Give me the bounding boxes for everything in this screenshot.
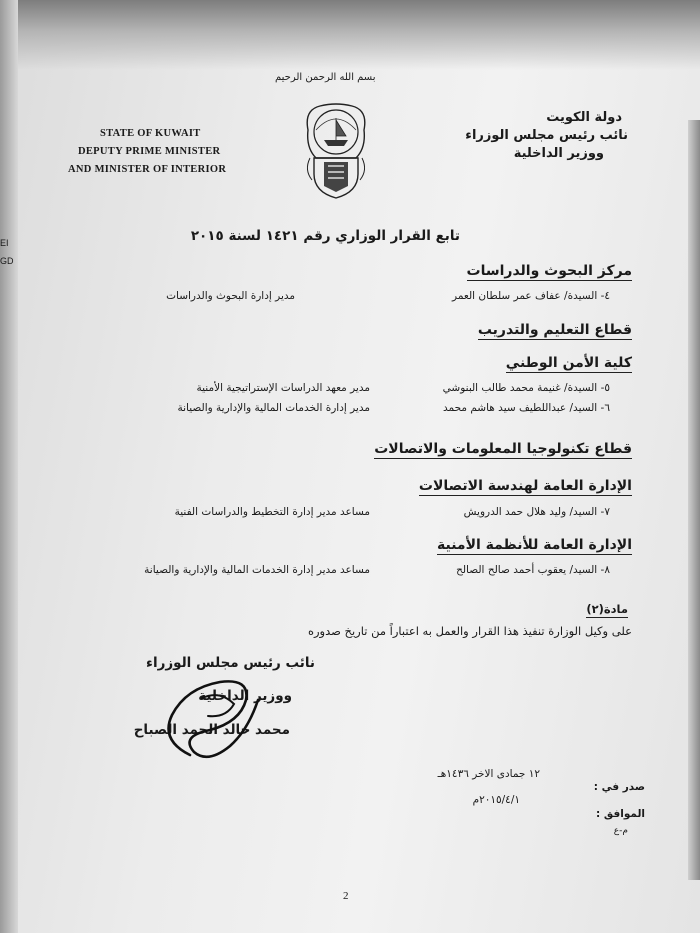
signature-line-3: محمد خالد الحمد الصباح [133, 722, 290, 738]
hijri-date: ١٢ جمادى الاخر ١٤٣٦هـ [437, 768, 540, 780]
en-header-line-2: DEPUTY PRIME MINISTER [78, 146, 221, 157]
en-header-line-1: STATE OF KUWAIT [100, 128, 201, 139]
entry-position: مساعد مدير إدارة الخدمات المالية والإدارية والصيانة [144, 564, 370, 576]
entry-name: ٥- السيدة/ غنيمة محمد طالب البنوشي [442, 382, 610, 394]
article-heading: مادة(٢) [586, 602, 628, 616]
page-shadow [0, 0, 700, 70]
entry-position: مساعد مدير إدارة التخطيط والدراسات الفنية [174, 506, 370, 518]
section-research-center: مركز البحوث والدراسات [466, 263, 632, 279]
article-text: على وكيل الوزارة تنفيذ هذا القرار والعمل به اعتباراً من تاريخ صدوره [307, 624, 632, 638]
section-national-security-academy: كلية الأمن الوطني [505, 355, 632, 371]
signature-line-2: ووزير الداخلية [198, 688, 292, 704]
margin-fragment: GD [0, 256, 14, 266]
ar-header-line-1: دولة الكويت [546, 110, 622, 125]
entry-position: مدير إدارة البحوث والدراسات [166, 290, 295, 302]
page-number: 2 [343, 890, 349, 902]
corresponding-label: الموافق : [596, 808, 645, 820]
handwritten-signature-icon [150, 660, 270, 770]
section-telecom-engineering: الإدارة العامة لهندسة الاتصالات [418, 478, 632, 494]
section-education: قطاع التعليم والتدريب [477, 322, 632, 338]
entry-position: مدير إدارة الخدمات المالية والإدارية والصيانة [177, 402, 370, 414]
entry-name: ٤- السيدة/ عفاف عمر سلطان العمر [452, 290, 610, 302]
issued-label: صدر في : [593, 781, 645, 793]
section-security-systems: الإدارة العامة للأنظمة الأمنية [437, 537, 632, 553]
reference-code: م-ع [613, 826, 628, 836]
en-header-line-3: AND MINISTER OF INTERIOR [68, 164, 227, 175]
ar-header-line-2: نائب رئيس مجلس الوزراء [465, 128, 628, 143]
kuwait-emblem-icon [300, 100, 372, 200]
signature-line-1: نائب رئيس مجلس الوزراء [146, 655, 315, 671]
decree-title: تابع القرار الوزاري رقم ١٤٢١ لسنة ٢٠١٥ [190, 228, 460, 244]
margin-fragment: EI [0, 238, 9, 248]
entry-name: ٦- السيد/ عبداللطيف سيد هاشم محمد [443, 402, 610, 414]
entry-name: ٨- السيد/ يعقوب أحمد صالح الصالح [456, 564, 610, 576]
entry-position: مدير معهد الدراسات الإستراتيجية الأمنية [196, 382, 370, 394]
page-edge-right [688, 120, 700, 880]
basmala: بسم الله الرحمن الرحيم [275, 72, 376, 83]
entry-name: ٧- السيد/ وليد هلال حمد الدرويش [463, 506, 610, 518]
gregorian-date: ٢٠١٥/٤/١م [472, 794, 520, 806]
ar-header-line-3: ووزير الداخلية [513, 146, 604, 161]
section-it-communications: قطاع تكنولوجيا المعلومات والاتصالات [374, 441, 632, 457]
page-edge-left [0, 0, 18, 933]
